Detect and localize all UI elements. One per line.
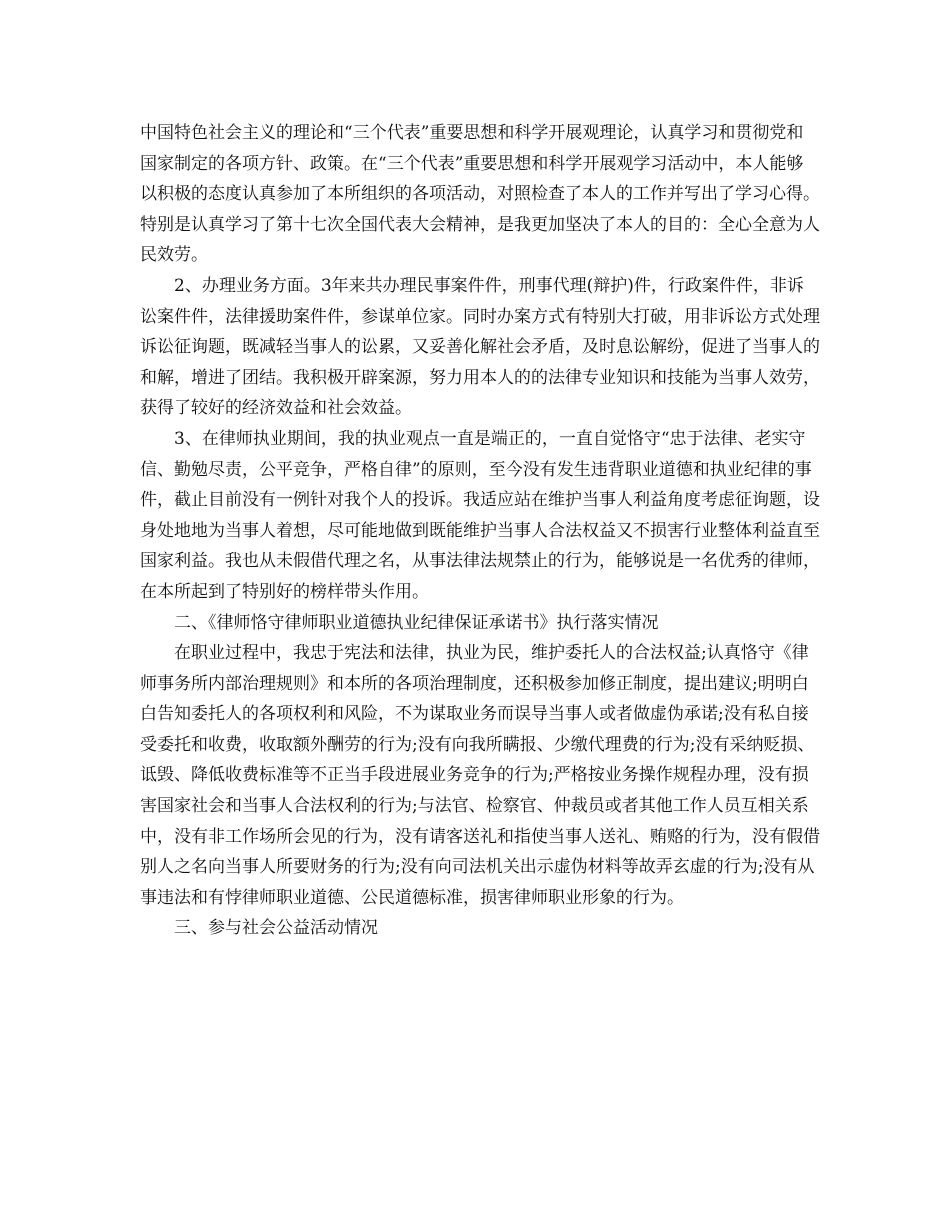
paragraph-commitment-details: 在职业过程中，我忠于宪法和法律，执业为民，维护委托人的合法权益;认真恪守《律师事务所内部治理规则》和本所的各项治理制度，还积极参加修正制度，提出建议;明明白白告知委托人的各项权利和风险，不为谋取业务而误导当事人或者做虚伪承诺;没有私自接受委托和收费，收取额外酬劳的行为;没有向我所瞒报、少缴代理费的行为;没有采纳贬损、诋毁、降低收费标准等不正当手段进展业务竞争的行为;严格按业务操作规程办理，没有损害国家社会和当事人合法权利的行为;与法官、检察官、仲裁员或者其他工作人员互相关系中，没有非工作场所会见的行为，没有请客送礼和指使当事人送礼、贿赂的行为，没有假借别人之名向当事人所要财务的行为;没有向司法机关出示虚伪材料等故弄玄虚的行为;没有从事违法和有悖律师职业道德、公民道德标准，损害律师职业形象的行为。 — [140, 643, 820, 908]
section-heading-commitment: 二、《律师恪守律师职业道德执业纪律保证承诺书》执行落实情况 — [174, 612, 659, 633]
paragraph-business-handling: 2、办理业务方面。3年来共办理民事案件件，刑事代理(辩护)件，行政案件件，非诉讼案件件，法律援助案件件，参谋单位家。同时办案方式有特别大打破，用非诉讼方式处理诉讼征询题，既减轻当事人的讼累，又妥善化解社会矛盾，及时息讼解纷，促进了当事人的和解，增进了团结。我积极开辟案源，努力用本人的的法律专业知识和技能为当事人效劳，获得了较好的经济效益和社会效益。 — [140, 275, 820, 419]
paragraph-practice-conduct: 3、在律师执业期间，我的执业观点一直是端正的，一直自觉恪守“忠于法律、老实守信、勤勉尽责，公平竞争，严格自律”的原则，至今没有发生违背职业道德和执业纪律的事件，截止目前没有一例针对我个人的投诉。我适应站在维护当事人利益角度考虑征询题，设身处地地为当事人着想，尽可能地做到既能维护当事人合法权益又不损害行业整体利益直至国家利益。我也从未假借代理之名，从事法律法规禁止的行为，能够说是一名优秀的律师，在本所起到了特别好的榜样带头作用。 — [140, 428, 820, 602]
document-body — [140, 118, 820, 944]
paragraph-ideology-study: 中国特色社会主义的理论和“三个代表”重要思想和科学开展观理论，认真学习和贯彻党和国家制定的各项方针、政策。在“三个代表”重要思想和科学开展观学习活动中，本人能够以积极的态度认真参加了本所组织的各项活动，对照检查了本人的工作并写出了学习心得。特别是认真学习了第十七次全国代表大会精神，是我更加坚决了本人的目的：全心全意为人民效劳。 — [140, 123, 820, 266]
section-heading-public-welfare: 三、参与社会公益活动情况 — [174, 918, 378, 939]
